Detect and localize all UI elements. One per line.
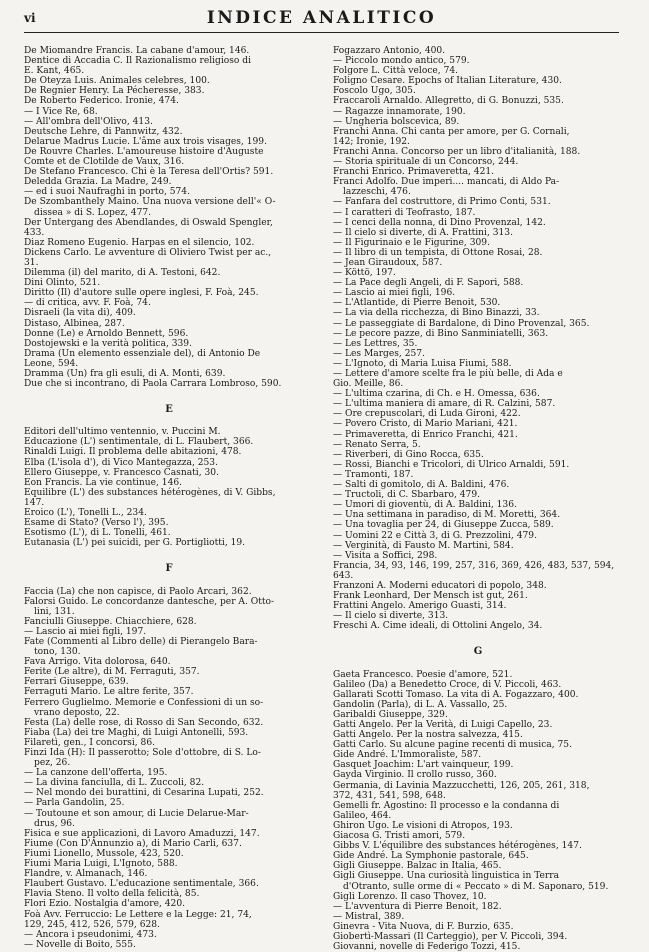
index-entry: Garibaldi Giuseppe, 329.	[333, 709, 448, 720]
index-entry: Giovanni, novelle di Federigo Tozzi, 415.	[333, 942, 521, 952]
index-entry: — Il Figurinaio e le Figurine, 309.	[333, 237, 490, 248]
index-entry: Esame di Stato? (Verso l'), 395.	[24, 518, 169, 529]
index-entry: Gigli Giuseppe. Balzac in Italia, 465.	[333, 861, 502, 872]
index-entry: — Riverberi, di Gino Rocca, 635.	[333, 449, 484, 460]
index-entry: Educazione (L') sentimentale, di L. Flaubert, 366.	[24, 437, 254, 448]
index-entry: — Le passeggiate di Bardalone, di Dino Provenzal, 365.	[333, 318, 590, 329]
index-entry: Giobertì-Massari (Il Carteggio), per V. Piccoli, 394.	[333, 931, 568, 942]
index-entry: — Toutoune et son amour, di Lucie Delarue-Mar-	[24, 808, 249, 819]
index-entry: Faccia (La) che non capisce, di Paolo Arcari, 362.	[24, 586, 252, 597]
entries-d	[24, 46, 314, 389]
index-entry: De Rouvre Charles. L'amoureuse histoire d'Auguste	[24, 146, 264, 157]
index-entry: Gatti Angelo. Per la Verità, di Luigi Capello, 23.	[333, 720, 553, 730]
index-entry: Foligno Cesare. Epochs of Italian Literature, 430.	[333, 76, 562, 87]
page-title: INDICE ANALITICO	[206, 8, 437, 28]
index-entry: Ghiron Ugo. Le visioni di Atropos, 193.	[333, 820, 513, 831]
index-entry: Falorsi Guido. Le concordanze dantesche, per A. Otto-	[24, 596, 275, 607]
index-entry: — Ancora i pseudonimi, 473.	[24, 929, 157, 940]
index-entry: Giacosa G. Tristi amori, 579.	[333, 831, 466, 842]
index-entry: 433.	[24, 227, 45, 238]
index-entry: Gatti Angelo. Per la nostra salvezza, 415.	[333, 730, 523, 741]
index-entry: — Primaveretta, di Enrico Franchi, 421.	[333, 429, 518, 440]
index-entry: Finzi Ida (H): Il passerotto; Sole d'ottobre, di S. Lo-	[24, 748, 261, 758]
right-column	[333, 46, 623, 952]
page-header	[24, 6, 619, 33]
index-entry: Franci Adolfo. Due imperi.... mancati, di Aldo Pa-	[333, 177, 560, 188]
index-entry: Donne (Le) e Arnoldo Bennett, 596.	[24, 328, 189, 339]
index-entry: Eroico (L'), Tonelli L., 234.	[24, 508, 147, 519]
index-entry: Fiume (Con D'Annunzio a), di Mario Carli, 637.	[24, 838, 242, 849]
index-entry: — La canzone dell'offerta, 195.	[24, 768, 168, 779]
index-entry: De Regnier Henry. La Pécheresse, 383.	[24, 86, 205, 97]
left-column	[24, 46, 314, 950]
index-entry: — L'Ignoto, di Maria Luisa Fiumi, 588.	[333, 358, 512, 369]
index-entry: Fate (Commenti al Libro delle) di Pierangelo Bara-	[24, 636, 258, 647]
index-entry: Franchi Enrico. Primaveretta, 421.	[333, 167, 495, 178]
index-entry: dissea » di S. Lopez, 477.	[34, 207, 152, 218]
index-entry: — Fanfara del costruttore, di Primo Conti, 531.	[333, 197, 551, 208]
index-entry: Dilemma (il) del marito, di A. Testoni, 642.	[24, 268, 221, 279]
index-entry: Filaretì, gen., I concorsi, 86.	[24, 737, 155, 748]
index-entry: Gatti Carlo. Su alcune pagine recenti di musica, 75.	[333, 740, 572, 751]
index-entry: — Umori di gioventù, di A. Baldini, 136.	[333, 500, 517, 511]
index-entry: E. Kant, 465.	[24, 66, 85, 77]
index-entry: Esotismo (L'), di L. Tonelli, 461.	[24, 528, 171, 539]
entries-f-continued	[333, 46, 623, 631]
index-entry: Festa (La) delle rose, di Rosso di San Secondo, 632.	[24, 717, 264, 728]
index-entry: De Oteyza Luis. Animales celebres, 100.	[24, 76, 210, 87]
index-entry: — Rossi, Bianchi e Tricolori, di Ulrico Arnaldi, 591.	[333, 459, 570, 470]
index-entry: Fava Arrigo. Vita dolorosa, 640.	[24, 657, 171, 668]
index-entry: pez, 26.	[34, 758, 71, 769]
index-entry: Flandre, v. Almanach, 146.	[24, 869, 148, 880]
index-entry: Diaz Romeno Eugenio. Harpas en el silencio, 102.	[24, 237, 255, 248]
index-entry: Leone, 594.	[24, 358, 79, 369]
index-entry: Ferraguti Mario. Le altre ferite, 357.	[24, 687, 194, 698]
index-entry: tono, 130.	[34, 647, 81, 658]
index-entry: — Nel mondo dei burattini, di Cesarina Lupati, 252.	[24, 788, 264, 799]
index-entry: De Roberto Federico. Ironie, 474.	[24, 96, 179, 107]
index-entry: Fiaba (La) dei tre Maghi, di Luigi Antonelli, 593.	[24, 727, 249, 738]
index-entry: Foscolo Ugo, 305.	[333, 86, 416, 97]
index-entry: — Köttö, 197.	[333, 268, 396, 279]
index-entry: Gallarati Scotti Tomaso. La vita di A. Fogazzaro, 400.	[333, 689, 579, 700]
index-entry: — Verginità, di Fausto M. Martini, 584.	[333, 540, 514, 551]
index-entry: Franchi Anna. Chi canta per amore, per G. Cornali,	[333, 126, 570, 137]
index-entry: Ellero Giuseppe, v. Francesco Casnati, 30.	[24, 467, 219, 478]
index-entry: — Renato Serra, 5.	[333, 439, 421, 450]
index-entry: — All'ombra dell'Olivo, 413.	[24, 116, 153, 127]
index-entry: lini, 131.	[34, 606, 75, 617]
index-entry: — Lascio ai miei figli, 196.	[333, 288, 456, 299]
index-entry: Ferrari Giuseppe, 639.	[24, 677, 129, 688]
index-entry: Franzoni A. Moderni educatori di popolo, 348.	[333, 580, 547, 591]
index-entry: Gigli Giuseppe. Una curiosità linguistica in Terra	[333, 871, 560, 882]
index-entry: — Visita a Soffici, 298.	[333, 550, 438, 561]
index-entry: — Tramonti, 187.	[333, 469, 414, 480]
index-entry: — Una settimana in paradiso, di M. Moretti, 364.	[333, 510, 561, 521]
entries-f	[24, 587, 314, 950]
index-entry: Gide André. La Symphonie pastorale, 645.	[333, 851, 529, 862]
index-entry: Dostojewski e la verità politica, 339.	[24, 338, 192, 349]
index-entry: Dickens Carlo. Le avventure di Oliviero Twist per ac.,	[24, 247, 272, 258]
index-entry: — La Pace degli Angeli, di F. Sapori, 588.	[333, 278, 524, 289]
index-entry: Folgore L. Città veloce, 74.	[333, 66, 459, 77]
index-entry: Galileo, 464.	[333, 810, 392, 821]
index-entry: — L'ultima maniera di amare, di R. Calzini, 587.	[333, 399, 556, 410]
index-entry: Ferrero Guglielmo. Memorie e Confessioni di un so-	[24, 697, 264, 708]
index-entry: 142; Ironie, 192.	[333, 136, 410, 147]
index-entry: — Tructoli, di C. Sbarbaro, 479.	[333, 490, 481, 501]
index-entry: — Novelle di Boito, 555.	[24, 939, 136, 950]
index-entry: Editori dell'ultimo ventennio, v. Puccini M.	[24, 427, 221, 438]
index-entry: Foà Avv. Ferruccio: Le Lettere e la Legge: 21, 74,	[24, 909, 252, 920]
index-entry: vrano deposto, 22.	[34, 707, 120, 718]
index-entry: — La divina fanciulla, di L. Zuccoli, 82.	[24, 778, 205, 789]
index-entry: — Le pecore pazze, di Bino Sanminiatelli, 363.	[333, 328, 549, 339]
index-entry: Distaso, Albinea, 287.	[24, 318, 125, 329]
section-letter-e: E	[165, 404, 173, 416]
index-entry: Ginevra - Vita Nuova, di F. Burzio, 635.	[333, 921, 514, 932]
index-entry: — Uomini 22 e Città 3, di G. Prezzolini, 479.	[333, 530, 537, 541]
index-entry: 147.	[24, 497, 45, 508]
index-entry: Dentice di Accadia C. Il Razionalismo religioso di	[24, 56, 252, 67]
index-entry: — ed i suoi Naufraghi in porto, 574.	[24, 187, 190, 198]
index-entry: Gigli Lorenzo. Il caso Thovez, 10.	[333, 891, 487, 902]
index-entry: Dramma (Un) fra gli esuli, di A. Monti, 639.	[24, 369, 226, 379]
index-entry: Gide André. L'Immoraliste, 587.	[333, 750, 482, 761]
index-entry: De Szombanthely Maino. Una nuova versione dell'« O-	[24, 197, 276, 208]
index-entry: Gasquet Joachim: L'art vainqueur, 199.	[333, 760, 514, 771]
index-entry: — L'ultima czarina, di Ch. e H. Omessa, 636.	[333, 389, 540, 400]
index-entry: Comte et de Clotilde de Vaux, 316.	[24, 157, 185, 168]
index-entry: — L'Atlantide, di Pierre Benoit, 530.	[333, 298, 501, 309]
index-entry: lazzeschi, 476.	[343, 187, 411, 198]
index-entry: Gibbs V. L'équilibre des substances hétérogènes, 147.	[333, 841, 582, 852]
index-entry: — I Vice Re, 68.	[24, 106, 98, 117]
index-entry: — di critica, avv. F. Foà, 74.	[24, 298, 151, 309]
index-entry: De Stefano Francesco. Chi è la Teresa dell'Ortis? 591.	[24, 167, 274, 178]
index-entry: Ferite (Le altre), di M. Ferraguti, 357.	[24, 667, 200, 678]
section-letter-f: F	[165, 563, 173, 575]
index-entry: — Les Lettres, 35.	[333, 338, 418, 349]
index-entry: — Storia spirituale di un Concorso, 244.	[333, 157, 519, 168]
index-entry: Delarue Madrus Lucie. L'âme aux trois visages, 199.	[24, 136, 267, 147]
index-entry: 129, 245, 412, 526, 579, 628.	[24, 919, 160, 930]
index-entry: Fiumi Lionello, Mussole, 423, 520.	[24, 848, 184, 859]
index-entry: Francia, 34, 93, 146, 199, 257, 316, 369, 426, 483, 537, 594,	[333, 560, 615, 571]
index-entry: Flaubert Gustavo. L'educazione sentimentale, 366.	[24, 879, 259, 890]
index-entry: Der Untergang des Abendlandes, di Oswald Spengler,	[24, 217, 273, 228]
index-entry: Deutsche Lehre, di Pannwitz, 432.	[24, 126, 183, 137]
page-number: vi	[24, 11, 36, 25]
index-entry: Gayda Virginio. Il crollo russo, 360.	[333, 770, 497, 781]
index-entry: Fraccaroli Arnaldo. Allegretto, di G. Bonuzzi, 535.	[333, 96, 564, 107]
index-entry: — L'avventura di Pierre Benoit, 182.	[333, 901, 502, 912]
index-entry: — Parla Gandolin, 25.	[24, 798, 125, 809]
index-entry: Flavia Steno. Il volto della felicità, 85.	[24, 889, 200, 900]
index-entry: — Una tovaglia per 24, di Giuseppe Zucca, 589.	[333, 520, 554, 531]
index-entry: — Il cielo si diverte, di A. Frattini, 313.	[333, 227, 513, 238]
index-entry: Gaeta Francesco. Poesie d'amore, 521.	[333, 669, 513, 680]
index-entry: Gandolin (Parla), di L. A. Vassallo, 25.	[333, 699, 508, 710]
index-entry: Frank Leonhard, Der Mensch ist gut, 261.	[333, 591, 528, 602]
index-entry: Equilibre (L') des substances hétérogènes, di V. Gibbs,	[24, 487, 276, 498]
index-entry: — Il libro di un tempista, di Ottone Rosai, 28.	[333, 247, 543, 258]
index-entry: Dini Olinto, 521.	[24, 278, 101, 289]
index-entry: De Miomandre Francis. La cabane d'amour, 146.	[24, 46, 250, 56]
index-entry: — Ore crepuscolari, di Luda Gironi, 422.	[333, 409, 521, 420]
index-entry: — Ungheria bolscevica, 89.	[333, 116, 460, 127]
index-entry: Due che si incontrano, di Paola Carrara Lombroso, 590.	[24, 379, 282, 390]
index-entry: Fogazzaro Antonio, 400.	[333, 46, 446, 56]
index-entry: Fanciulli Giuseppe. Chiacchiere, 628.	[24, 616, 197, 627]
index-entry: Fisica e sue applicazioni, di Lavoro Amaduzzi, 147.	[24, 828, 260, 839]
index-entry: Freschi A. Cime ideali, di Ottolini Angelo, 34.	[333, 621, 543, 632]
index-entry: Eutanasia (L') pei suicidi, per G. Portigliotti, 19.	[24, 538, 246, 549]
entries-g	[333, 670, 623, 952]
index-entry: Fiumi Maria Luigi, L'Ignoto, 588.	[24, 859, 178, 870]
index-entry: Diritto (Il) d'autore sulle opere inglesi, F. Foà, 245.	[24, 288, 259, 299]
index-entry: 643.	[333, 570, 354, 581]
index-entry: Frattini Angelo. Amerigo Guasti, 314.	[333, 601, 507, 612]
index-entry: — Lettere d'amore scelte fra le più belle, di Ada e	[333, 369, 563, 379]
index-entry: Rinaldi Luigi. Il problema delle abitazioni, 478.	[24, 447, 242, 458]
index-entry: — Lascio ai miei figli, 197.	[24, 626, 147, 637]
index-entry: Gio. Meille, 86.	[333, 379, 404, 390]
index-entry: — Il cielo si diverte, 313.	[333, 611, 449, 622]
index-entry: d'Otranto, sulle orme di « Peccato » di M. Saponaro, 519.	[343, 881, 609, 892]
index-entry: Elba (L'isola d'), di Vico Mantegazza, 253.	[24, 457, 218, 468]
index-entry: Germania, di Lavinia Mazzucchetti, 126, 205, 261, 318,	[333, 780, 590, 791]
index-entry: Disraeli (la vita di), 409.	[24, 308, 136, 319]
section-letter-g: G	[473, 646, 483, 658]
index-entry: — Ragazze innamorate, 190.	[333, 106, 466, 117]
index-entry: Deledda Grazia. La Madre, 249.	[24, 177, 172, 188]
index-entry: — Salti di gomitolo, di A. Baldini, 476.	[333, 480, 510, 491]
index-entry: — La via della ricchezza, di Bino Binazzi, 33.	[333, 308, 540, 319]
index-entry: — Les Marges, 257.	[333, 348, 425, 359]
index-entry: — Jean Giraudoux, 587.	[333, 257, 443, 268]
index-entry: Drama (Un elemento essenziale del), di Antonio De	[24, 348, 261, 359]
index-entry: — I caratteri di Teofrasto, 187.	[333, 207, 476, 218]
index-entry: 372, 431, 541, 598, 648.	[333, 790, 446, 801]
entries-e	[24, 427, 314, 548]
index-entry: — I cenci della nonna, di Dino Provenzal, 142.	[333, 217, 546, 228]
index-entry: Eon Francis. La vie continue, 146.	[24, 477, 183, 488]
index-entry: Flori Ezio. Nostalgia d'amore, 420.	[24, 899, 185, 910]
index-entry: — Mistral, 389.	[333, 911, 405, 922]
index-entry: Galileo (Da) a Benedetto Croce, di V. Piccoli, 463.	[333, 679, 562, 690]
index-entry: — Povero Cristo, di Mario Mariani, 421.	[333, 419, 518, 430]
index-entry: — Piccolo mondo antico, 579.	[333, 56, 470, 67]
index-entry: 31.	[24, 257, 39, 268]
index-entry: Gemelli fr. Agostino: Il processo e la condanna di	[333, 800, 560, 811]
index-entry: Franchi Anna. Concorso per un libro d'italianità, 188.	[333, 146, 581, 157]
index-entry: drus, 96.	[34, 818, 75, 829]
